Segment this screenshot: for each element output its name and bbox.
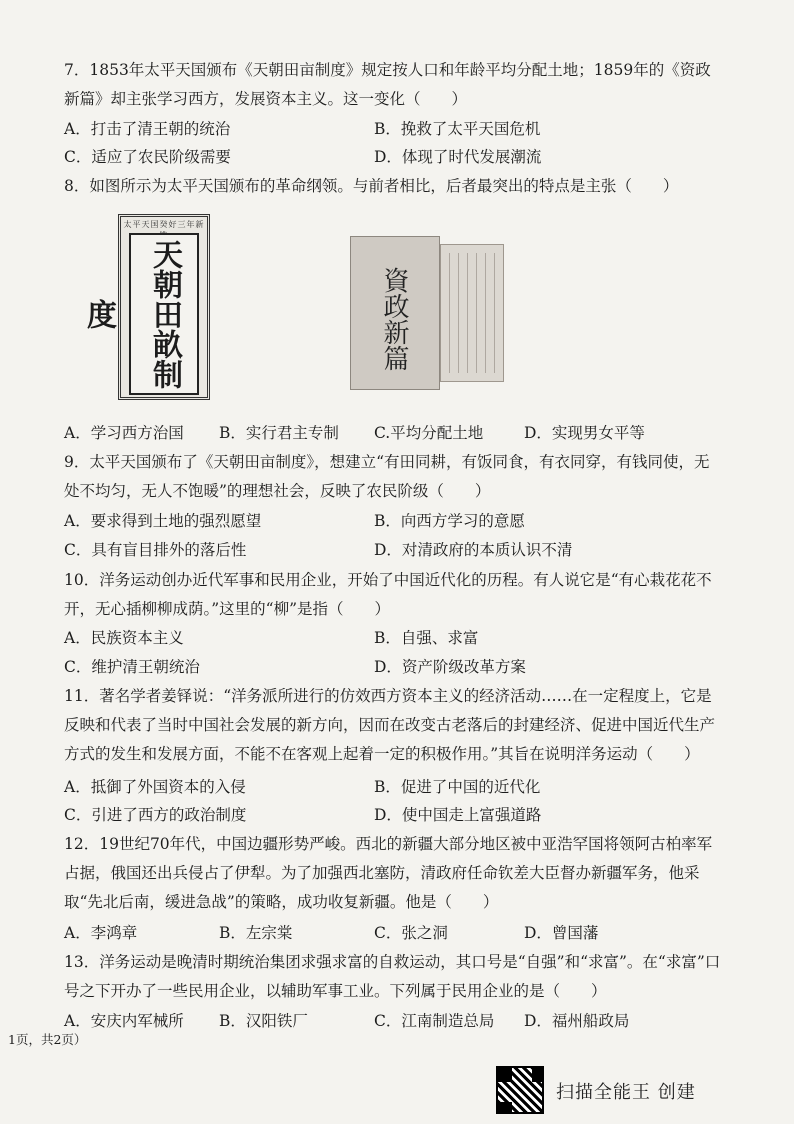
question-8-option-a[interactable]: A．学习西方治国 bbox=[64, 424, 184, 442]
question-10-options-row2 bbox=[64, 656, 724, 680]
question-13-option-a[interactable]: A．安庆内军械所 bbox=[64, 1012, 184, 1030]
question-11-stem: 11．著名学者姜铎说：“洋务派所进行的仿效西方资本主义的经济活动……在一定程度上，它是反映和代表了当时中国社会发展的新方向，因而在改变古老落后的封建经济、促进中国近代生产方式的发生和发展方面，不能不在客观上起着一定的积极作用。”其旨在说明洋务运动（ ） bbox=[64, 687, 716, 763]
question-10-option-b[interactable]: B．自强、求富 bbox=[374, 629, 479, 647]
question-12-option-c[interactable]: C．张之洞 bbox=[374, 924, 448, 942]
zizheng-xinpian-image bbox=[350, 236, 440, 390]
question-11-options-row2 bbox=[64, 804, 724, 828]
question-13-option-c[interactable]: C．江南制造总局 bbox=[374, 1012, 495, 1030]
question-8-option-d[interactable]: D．实现男女平等 bbox=[524, 424, 645, 442]
question-12-options bbox=[64, 922, 724, 946]
scanner-watermark: 扫描全能王 创建 bbox=[556, 1082, 696, 1103]
question-9-option-b[interactable]: B．向西方学习的意愿 bbox=[374, 512, 525, 530]
question-13-option-d[interactable]: D．福州船政局 bbox=[524, 1012, 630, 1030]
figure-left-caption: 太平天国癸好三年新 bbox=[123, 220, 205, 229]
page-text-lines bbox=[449, 253, 495, 373]
question-7-option-b[interactable]: B．挽救了太平天国危机 bbox=[374, 120, 541, 138]
question-9-options bbox=[64, 510, 724, 534]
question-7-option-c[interactable]: C．适应了农民阶级需要 bbox=[64, 148, 231, 166]
zizheng-xinpian-page-image bbox=[440, 244, 504, 382]
question-10-options bbox=[64, 627, 724, 651]
question-10-stem: 10．洋务运动创办近代军事和民用企业，开始了中国近代化的历程。有人说它是“有心栽花花不开，无心插柳柳成荫。”这里的“柳”是指（ ） bbox=[64, 571, 712, 618]
tianchao-tianmu-zhidu-image bbox=[81, 214, 210, 400]
figure-right-title: 資政新篇 bbox=[379, 267, 409, 371]
question-10-option-a[interactable]: A．民族资本主义 bbox=[64, 629, 184, 647]
question-12-option-d[interactable]: D．曾国藩 bbox=[524, 924, 599, 942]
question-7-options bbox=[64, 118, 724, 142]
question-9-option-a[interactable]: A．要求得到土地的强烈愿望 bbox=[64, 512, 262, 530]
question-8-option-c[interactable]: C.平均分配土地 bbox=[374, 424, 484, 442]
question-11-option-a[interactable]: A．抵御了外国资本的入侵 bbox=[64, 778, 246, 796]
question-8-options bbox=[64, 422, 724, 446]
question-10-option-d[interactable]: D．资产阶级改革方案 bbox=[374, 658, 526, 676]
question-11-options bbox=[64, 776, 724, 800]
question-11-option-c[interactable]: C．引进了西方的政治制度 bbox=[64, 806, 247, 824]
question-9-option-c[interactable]: C．具有盲目排外的落后性 bbox=[64, 541, 247, 559]
question-13-stem: 13．洋务运动是晚清时期统治集团求强求富的自救运动，其口号是“自强”和“求富”。在“求富”口号之下开办了一些民用企业，以辅助军事工业。下列属于民用企业的是（ ） bbox=[64, 953, 721, 1000]
question-8-option-b[interactable]: B．实行君主专制 bbox=[219, 424, 339, 442]
question-12-stem: 12．19世纪70年代，中国边疆形势严峻。西北的新疆大部分地区被中亚浩罕国将领阿古柏率军占据，俄国还出兵侵占了伊犁。为了加强西北塞防，清政府任命钦差大臣督办新疆军务，他采取“先北后南，缓进急战”的策略，成功收复新疆。他是（ ） bbox=[64, 835, 713, 911]
question-11-option-d[interactable]: D．使中国走上富强道路 bbox=[374, 806, 542, 824]
question-13-option-b[interactable]: B．汉阳铁厂 bbox=[219, 1012, 308, 1030]
question-12-option-a[interactable]: A．李鸿章 bbox=[64, 924, 138, 942]
question-13-options bbox=[64, 1010, 724, 1034]
question-7-option-d[interactable]: D．体现了时代发展潮流 bbox=[374, 148, 542, 166]
question-7-option-a[interactable]: A．打击了清王朝的统治 bbox=[64, 120, 231, 138]
figure-left-title: 天朝田畝制度 bbox=[129, 233, 199, 395]
page-number: 1页，共2页） bbox=[8, 1032, 87, 1047]
question-8-stem: 8．如图所示为太平天国颁布的革命纲领。与前者相比，后者最突出的特点是主张（ ） bbox=[64, 177, 679, 195]
question-9-options-row2 bbox=[64, 539, 724, 563]
qr-code-icon bbox=[496, 1066, 544, 1114]
question-10-option-c[interactable]: C．维护清王朝统治 bbox=[64, 658, 200, 676]
question-12-option-b[interactable]: B．左宗棠 bbox=[219, 924, 293, 942]
question-7-options-row2 bbox=[64, 146, 724, 170]
question-9-option-d[interactable]: D．对清政府的本质认识不清 bbox=[374, 541, 573, 559]
question-9-stem: 9．太平天国颁布了《天朝田亩制度》，想建立“有田同耕，有饭同食，有衣同穿，有钱同使，无处不均匀，无人不饱暖”的理想社会，反映了农民阶级（ ） bbox=[64, 453, 710, 500]
question-11-option-b[interactable]: B．促进了中国的近代化 bbox=[374, 778, 541, 796]
question-7-stem: 7．1853年太平天国颁布《天朝田亩制度》规定按人口和年龄平均分配土地；1859年的《资政新篇》却主张学习西方，发展资本主义。这一变化（ ） bbox=[64, 61, 711, 108]
